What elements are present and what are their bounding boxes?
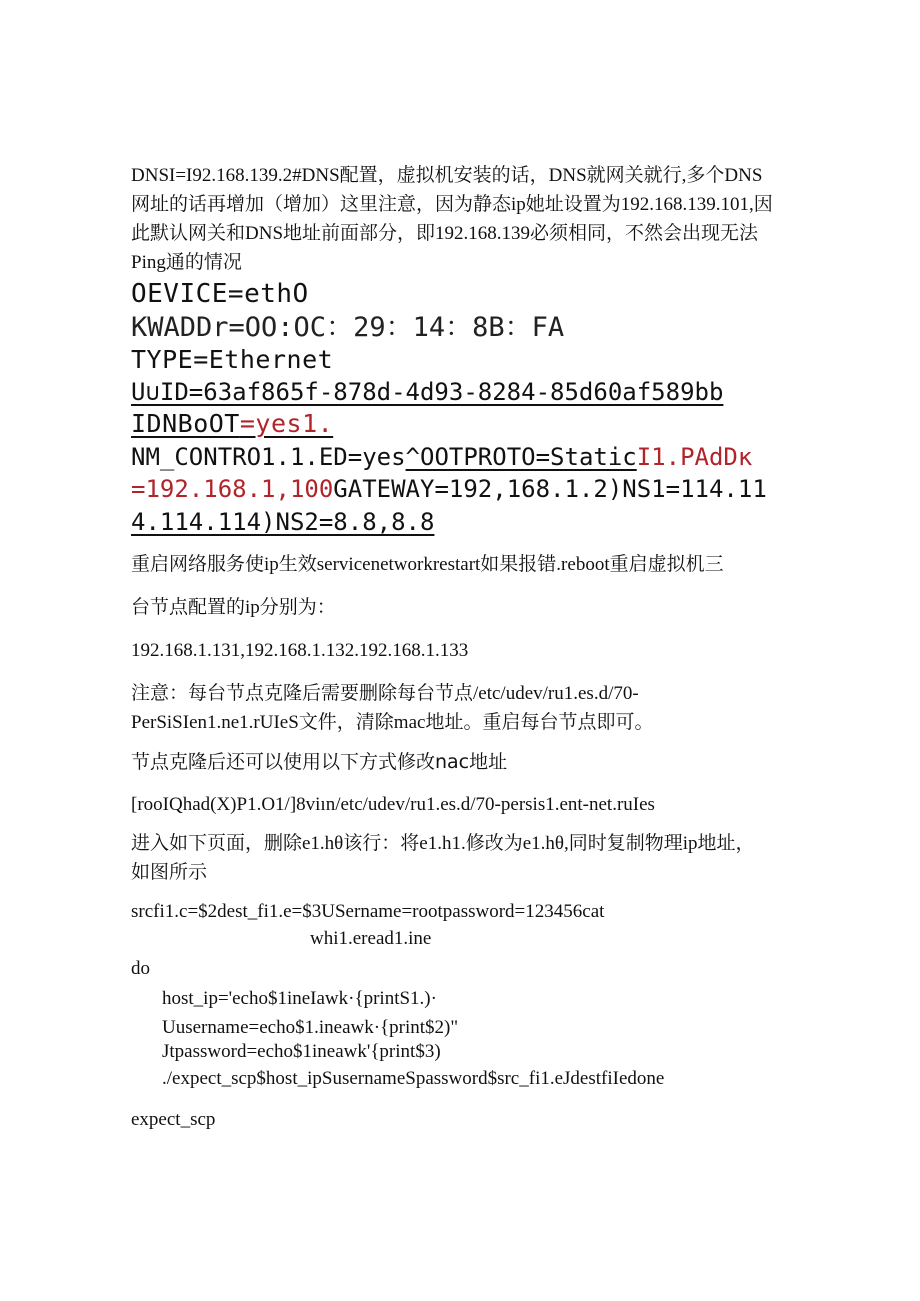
clone-note-paragraph: 注意：每台节点克隆后需要删除每台节点/etc/udev/ru1.es.d/70-PerSiSIen1.ne1.rUIeS文件，清除mac地址。重启每台节点即可。 — [131, 683, 654, 733]
script-line-3: do — [131, 958, 150, 979]
config-type-line: TYPE=Ethernet — [131, 345, 334, 374]
restart-network-paragraph: 重启网络服务使ip生效servicenetworkrestart如果报错.reboot重启虚拟机三 — [131, 554, 724, 575]
script-line-7: ./expect_scp$host_ipSusernameSpassword$src_fi1.eJdestfiIedone — [162, 1068, 665, 1089]
config-uuid-line: U∪ID=63af865f-878d-4d93-8284-85d60af589bb — [131, 378, 724, 406]
config-dns2-line — [131, 506, 434, 538]
dns-intro-paragraph: DNSI=I92.168.139.2#DNS配置，虚拟机安装的话，DNS就网关就行,多个DNS网址的话再增加（增加）这里注意，因为静态ip她址设置为192.168.139.101,因此默认网关和DNS地址前面部分，即192.168.139必须相同，不然会出现无法Ping通的情况 — [131, 165, 773, 273]
edit-instructions-paragraph: 进入如下页面，删除e1.hθ该行：将e1.h1.修改为e1.hθ,同时复制物理ip地址，如图所示 — [131, 833, 755, 883]
script-line-1: srcfi1.c=$2dest_fi1.e=$3USername=rootpassword=123456cat — [131, 901, 605, 922]
config-onboot-key: IDNBoOT — [131, 409, 240, 438]
config-onboot-line — [131, 408, 333, 440]
node-ip-list: 192.168.1.131,192.168.1.132.192.168.1.133 — [131, 640, 469, 661]
config-hwaddr-line: KWADDr=OO:OC：29：14：8B：FA — [131, 312, 565, 343]
config-ipaddr-value: =192.168.1,100 — [131, 475, 334, 503]
config-nm-controlled-text: NM_CONTRO1.1.ED=yes — [131, 443, 406, 471]
script-line-5: Uusername=echo$1.ineawk·{print$2)" — [162, 1017, 459, 1038]
config-bootproto-text: ^OOTPROTO=Static — [405, 443, 637, 471]
vim-udev-command: [rooIQhad(X)P1.O1/]8viın/etc/udev/ru1.es.d/70-persis1.ent-net.ruIes — [131, 794, 655, 815]
script-line-8: expect_scp — [131, 1109, 216, 1130]
script-line-6: Jtpassword=echo$1ineawk'{print$3) — [162, 1041, 441, 1062]
mac-modify-heading: 节点克隆后还可以使用以下方式修改nac地址 — [131, 751, 508, 773]
config-dns2-text: 4.114.114)NS2=8.8,8.8 — [131, 508, 435, 536]
node-ip-label: 台节点配置的ip分别为： — [131, 597, 336, 618]
script-line-2: whi1.eread1.ine — [310, 928, 432, 949]
config-device-line: OEVICE=ethO — [131, 279, 309, 309]
config-onboot-value: =yes1. — [239, 409, 334, 438]
config-nm-controlled-line — [131, 441, 752, 473]
config-ipaddr-text: I1.PAdDκ — [636, 443, 753, 471]
script-line-4: host_ip='echo$1ineIawk·{printS1.)· — [162, 988, 437, 1009]
config-ip-gateway-line — [131, 473, 767, 505]
config-gateway-text: GATEWAY=192,168.1.2)NS1=114.11 — [333, 475, 767, 503]
